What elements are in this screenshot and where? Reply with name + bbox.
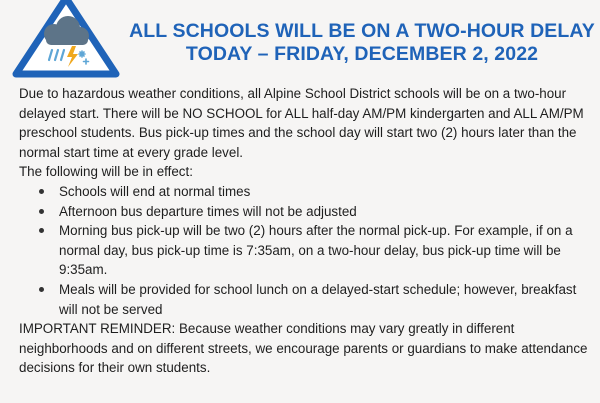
- storm-cloud-warning-icon: [12, 0, 120, 78]
- headline-line-2: TODAY – FRIDAY, DECEMBER 2, 2022: [185, 43, 539, 65]
- list-item: Meals will be provided for school lunch on a delayed-start schedule; however, breakfast will not be served: [38, 280, 591, 319]
- announcement-header: [0, 0, 600, 80]
- intro-paragraph: Due to hazardous weather conditions, all Alpine School District schools will be on a two-hour delayed start. There will be NO SCHOOL for ALL half-day AM/PM kindergarten and ALL AM/PM preschool students. Bus pick-up times and the school day will start two (2) hours later than the normal start time at every grade level.: [19, 86, 584, 160]
- list-item: Morning bus pick-up will be two (2) hours after the normal pick-up. For example, if on a normal day, bus pick-up time is 7:35am, on a two-hour delay, bus pick-up time will be 9:35am.: [38, 221, 591, 280]
- list-item: Schools will end at normal times: [38, 182, 591, 202]
- headline-line-1: ALL SCHOOLS WILL BE ON A TWO-HOUR DELAY: [129, 20, 595, 42]
- effects-lead-text: The following will be in effect:: [19, 164, 193, 180]
- effects-list: [19, 182, 591, 319]
- list-item: Afternoon bus departure times will not be adjusted: [38, 202, 591, 222]
- announcement-headline: [128, 20, 596, 66]
- important-reminder: IMPORTANT REMINDER: Because weather conditions may vary greatly in different neighborhoods and on different streets, we encourage parents or guardians to make attendance decisions for their own students.: [19, 321, 588, 376]
- announcement-body: [19, 84, 591, 378]
